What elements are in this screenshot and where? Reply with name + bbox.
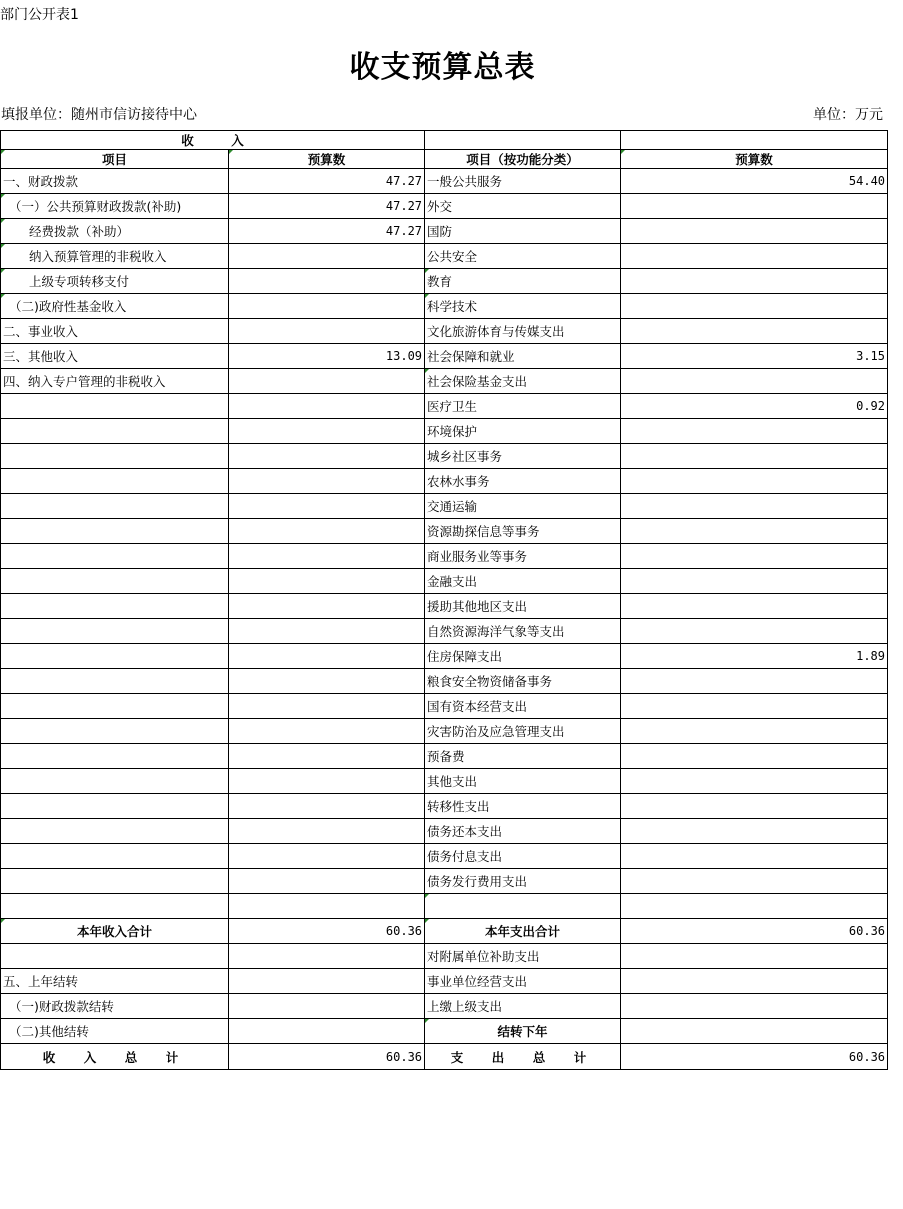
expense-item-cell: 一般公共服务: [425, 169, 621, 194]
expense-amount-cell: [621, 969, 888, 994]
income-item-cell: 收 入 总 计: [1, 1044, 229, 1070]
page-title: 收支预算总表: [349, 50, 536, 85]
income-item-cell: [1, 719, 229, 744]
table-row: [1, 269, 888, 294]
income-amount-cell: [229, 619, 425, 644]
expense-item-cell: 交通运输: [425, 494, 621, 519]
expense-amount-cell: [621, 569, 888, 594]
expense-amount-cell: [621, 294, 888, 319]
income-item-cell: [1, 944, 229, 969]
table-row: [1, 244, 888, 269]
income-amount-cell: [229, 769, 425, 794]
income-item-cell: [1, 894, 229, 919]
expense-item-cell: 外交: [425, 194, 621, 219]
expense-amount-cell: [621, 244, 888, 269]
group-header-row: [1, 131, 888, 150]
income-amount-cell: [229, 819, 425, 844]
expense-item-cell: 国防: [425, 219, 621, 244]
expense-amount-cell: [621, 544, 888, 569]
income-amount-cell: [229, 969, 425, 994]
expense-amount-cell: [621, 769, 888, 794]
expense-item-cell: 农林水事务: [425, 469, 621, 494]
table-row: [1, 769, 888, 794]
income-amount-cell: [229, 869, 425, 894]
expense-item-cell: 环境保护: [425, 419, 621, 444]
expense-item-cell: 社会保险基金支出: [425, 369, 621, 394]
expense-item-cell: 教育: [425, 269, 621, 294]
table-row: [1, 169, 888, 194]
expense-amount-cell: [621, 219, 888, 244]
income-amount-cell: [229, 569, 425, 594]
income-amount-cell: 60.36: [229, 919, 425, 944]
expense-amount-cell: [621, 669, 888, 694]
expense-amount-cell: [621, 869, 888, 894]
income-item-cell: [1, 644, 229, 669]
expense-item-cell: 粮食安全物资储备事务: [425, 669, 621, 694]
expense-item-cell: 商业服务业等事务: [425, 544, 621, 569]
expense-item-cell: 支 出 总 计: [425, 1044, 621, 1070]
income-item-cell: 本年收入合计: [1, 919, 229, 944]
expense-item-cell: 债务还本支出: [425, 819, 621, 844]
expense-amount-cell: [621, 1019, 888, 1044]
income-item-cell: [1, 569, 229, 594]
income-item-cell: [1, 844, 229, 869]
table-row: [1, 819, 888, 844]
expense-amount-cell: [621, 994, 888, 1019]
expense-item-cell: 预备费: [425, 744, 621, 769]
expense-amount-cell: [621, 494, 888, 519]
table-row: [1, 619, 888, 644]
income-item-cell: [1, 544, 229, 569]
expense-amount-cell: 3.15: [621, 344, 888, 369]
income-amount-cell: [229, 944, 425, 969]
expense-item-cell: 医疗卫生: [425, 394, 621, 419]
income-item-cell: （一)财政拨款结转: [1, 994, 229, 1019]
expense-item-cell: 债务发行费用支出: [425, 869, 621, 894]
expense-item-cell: 公共安全: [425, 244, 621, 269]
expense-item-cell: 科学技术: [425, 294, 621, 319]
income-item-cell: [1, 419, 229, 444]
table-row: [1, 594, 888, 619]
table-row: [1, 519, 888, 544]
table-row: [1, 694, 888, 719]
expense-amount-cell: [621, 819, 888, 844]
expense-item-cell: 金融支出: [425, 569, 621, 594]
table-row: [1, 469, 888, 494]
income-amount-cell: 13.09: [229, 344, 425, 369]
income-item-cell: （一）公共预算财政拨款(补助): [1, 194, 229, 219]
expense-item-cell: 城乡社区事务: [425, 444, 621, 469]
income-amount-cell: [229, 419, 425, 444]
income-amount-cell: [229, 994, 425, 1019]
expense-item-cell: 住房保障支出: [425, 644, 621, 669]
expense-item-cell: 文化旅游体育与传媒支出: [425, 319, 621, 344]
income-amount-cell: [229, 669, 425, 694]
income-item-cell: [1, 819, 229, 844]
expense-group-header: [425, 131, 621, 150]
table-row: [1, 644, 888, 669]
income-amount-cell: 60.36: [229, 1044, 425, 1070]
expense-amount-cell: [621, 719, 888, 744]
column-header-row: [1, 150, 888, 169]
income-item-cell: [1, 394, 229, 419]
income-amount-cell: [229, 319, 425, 344]
expense-item-cell: 自然资源海洋气象等支出: [425, 619, 621, 644]
expense-item-cell: 其他支出: [425, 769, 621, 794]
expense-item-cell: 援助其他地区支出: [425, 594, 621, 619]
income-amount-cell: [229, 744, 425, 769]
expense-amount-cell: [621, 469, 888, 494]
expense-item-cell: 事业单位经营支出: [425, 969, 621, 994]
expense-item-cell: 国有资本经营支出: [425, 694, 621, 719]
expense-item-cell: 债务付息支出: [425, 844, 621, 869]
income-group-header: 收 入: [1, 131, 425, 150]
income-amount-cell: [229, 844, 425, 869]
table-row: [1, 994, 888, 1019]
income-amount-cell: [229, 269, 425, 294]
income-amount-cell: [229, 644, 425, 669]
table-row: [1, 869, 888, 894]
income-amount-cell: [229, 694, 425, 719]
expense-amount-cell: [621, 894, 888, 919]
expense-amount-cell: 60.36: [621, 1044, 888, 1070]
income-amount-cell: [229, 544, 425, 569]
expense-amount-cell: [621, 594, 888, 619]
income-item-cell: 经费拨款（补助）: [1, 219, 229, 244]
table-row: [1, 794, 888, 819]
expense-amount-cell: [621, 519, 888, 544]
income-item-cell: （二)其他结转: [1, 1019, 229, 1044]
table-row: [1, 344, 888, 369]
expense-item-cell: 上缴上级支出: [425, 994, 621, 1019]
expense-item-cell: 结转下年: [425, 1019, 621, 1044]
expense-amount-cell: [621, 444, 888, 469]
expense-amount-cell: [621, 744, 888, 769]
expense-amount-cell: [621, 619, 888, 644]
expense-amount-cell: [621, 694, 888, 719]
col-header-item: 项目: [1, 150, 229, 169]
table-row: [1, 194, 888, 219]
table-row: [1, 744, 888, 769]
table-row: [1, 1044, 888, 1070]
expense-amount-cell: 60.36: [621, 919, 888, 944]
col-header-expense-item: 项目（按功能分类）: [425, 150, 621, 169]
income-item-cell: 五、上年结转: [1, 969, 229, 994]
income-amount-cell: [229, 444, 425, 469]
expense-amount-cell: [621, 419, 888, 444]
income-item-cell: [1, 869, 229, 894]
income-item-cell: 一、财政拨款: [1, 169, 229, 194]
col-header-expense-amount: 预算数: [621, 150, 888, 169]
income-item-cell: （二)政府性基金收入: [1, 294, 229, 319]
income-item-cell: [1, 469, 229, 494]
income-item-cell: [1, 594, 229, 619]
income-item-cell: [1, 619, 229, 644]
expense-amount-cell: 1.89: [621, 644, 888, 669]
income-amount-cell: [229, 294, 425, 319]
currency-unit: 单位：万元: [813, 107, 883, 123]
income-amount-cell: [229, 469, 425, 494]
expense-amount-cell: [621, 369, 888, 394]
table-row: [1, 394, 888, 419]
income-amount-cell: [229, 794, 425, 819]
income-amount-cell: [229, 1019, 425, 1044]
table-row: [1, 844, 888, 869]
table-row: [1, 219, 888, 244]
expense-amount-cell: [621, 269, 888, 294]
expense-amount-cell: 0.92: [621, 394, 888, 419]
table-row: [1, 919, 888, 944]
income-amount-cell: [229, 894, 425, 919]
income-amount-cell: [229, 369, 425, 394]
income-item-cell: [1, 794, 229, 819]
income-amount-cell: 47.27: [229, 219, 425, 244]
table-row: [1, 369, 888, 394]
income-item-cell: 纳入预算管理的非税收入: [1, 244, 229, 269]
expense-item-cell: [425, 894, 621, 919]
table-row: [1, 569, 888, 594]
expense-amount-cell: [621, 319, 888, 344]
expense-item-cell: 资源勘探信息等事务: [425, 519, 621, 544]
expense-item-cell: 对附属单位补助支出: [425, 944, 621, 969]
table-row: [1, 544, 888, 569]
income-amount-cell: [229, 494, 425, 519]
income-amount-cell: [229, 244, 425, 269]
col-header-amount: 预算数: [229, 150, 425, 169]
income-amount-cell: [229, 394, 425, 419]
table-row: [1, 969, 888, 994]
expense-amount-cell: 54.40: [621, 169, 888, 194]
expense-group-header-blank: [621, 131, 888, 150]
income-item-cell: [1, 694, 229, 719]
income-item-cell: [1, 744, 229, 769]
table-row: [1, 719, 888, 744]
income-item-cell: [1, 519, 229, 544]
table-row: [1, 419, 888, 444]
income-amount-cell: [229, 594, 425, 619]
table-tag: 部门公开表1: [0, 7, 79, 23]
expense-item-cell: 本年支出合计: [425, 919, 621, 944]
filing-unit: 填报单位：随州市信访接待中心: [1, 107, 197, 123]
expense-item-cell: 灾害防治及应急管理支出: [425, 719, 621, 744]
income-item-cell: [1, 444, 229, 469]
income-item-cell: 三、其他收入: [1, 344, 229, 369]
income-amount-cell: 47.27: [229, 194, 425, 219]
income-item-cell: 上级专项转移支付: [1, 269, 229, 294]
table-row: [1, 1019, 888, 1044]
income-item-cell: [1, 669, 229, 694]
budget-table: [0, 130, 888, 1070]
table-row: [1, 669, 888, 694]
income-item-cell: 二、事业收入: [1, 319, 229, 344]
table-row: [1, 944, 888, 969]
expense-item-cell: 社会保障和就业: [425, 344, 621, 369]
table-row: [1, 294, 888, 319]
income-item-cell: [1, 769, 229, 794]
income-item-cell: 四、纳入专户管理的非税收入: [1, 369, 229, 394]
table-row: [1, 444, 888, 469]
income-amount-cell: [229, 519, 425, 544]
expense-item-cell: 转移性支出: [425, 794, 621, 819]
income-amount-cell: 47.27: [229, 169, 425, 194]
expense-amount-cell: [621, 844, 888, 869]
table-row: [1, 494, 888, 519]
income-amount-cell: [229, 719, 425, 744]
income-item-cell: [1, 494, 229, 519]
expense-amount-cell: [621, 194, 888, 219]
table-row: [1, 894, 888, 919]
table-row: [1, 319, 888, 344]
expense-amount-cell: [621, 944, 888, 969]
expense-amount-cell: [621, 794, 888, 819]
